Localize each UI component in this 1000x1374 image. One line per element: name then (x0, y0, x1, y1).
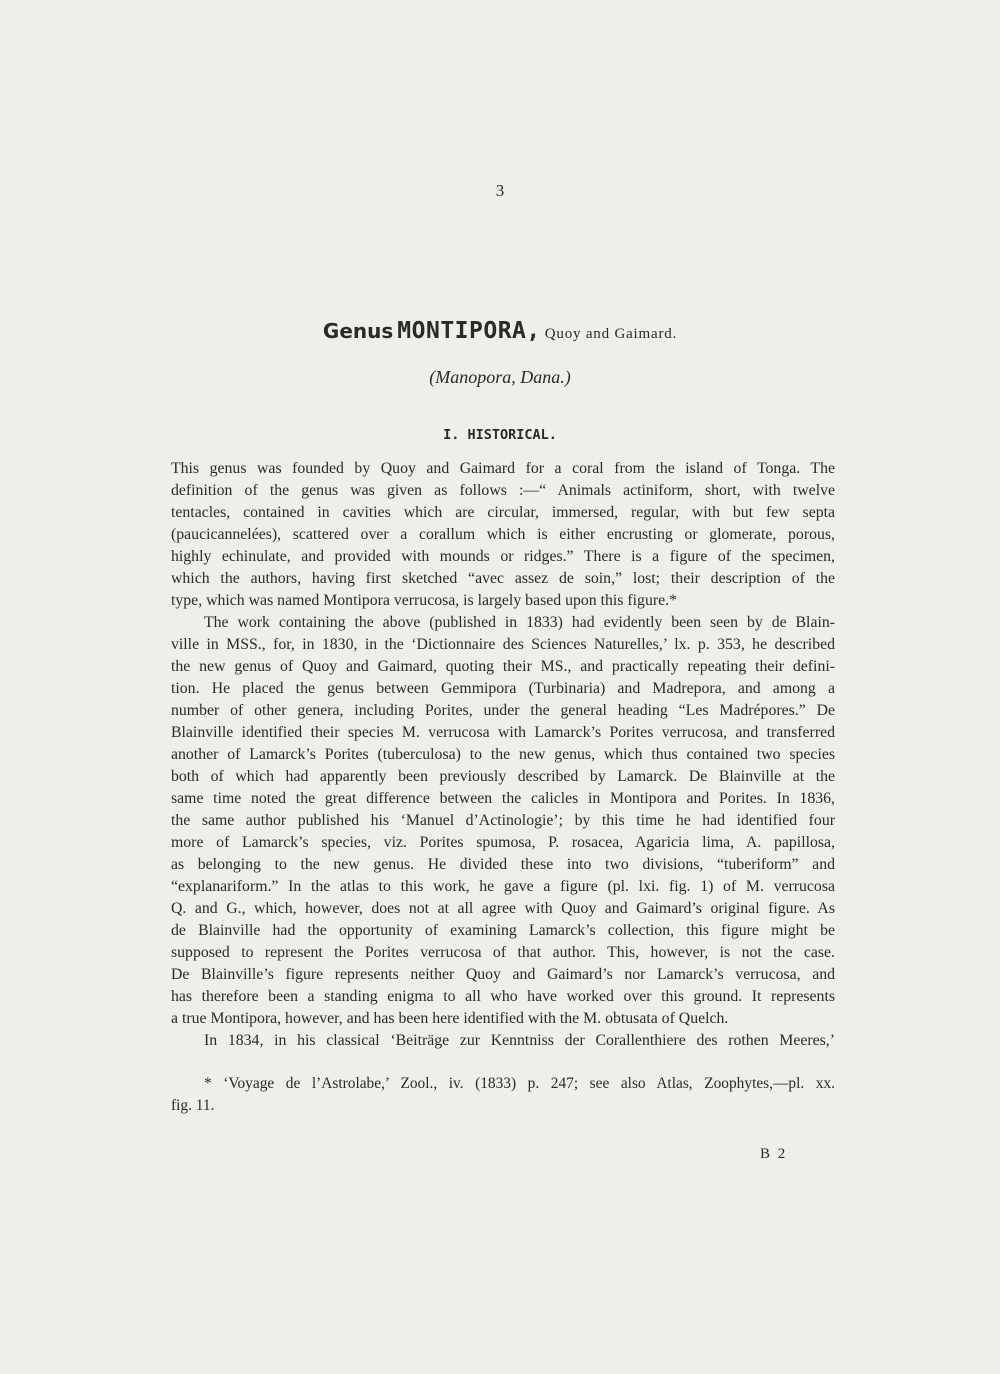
body-line: tion. He placed the genus between Gemmipora (Turbinaria) and Madrepora, and among a (171, 680, 835, 697)
genus-title (0, 318, 1000, 344)
body-line: same time noted the great difference between the calicles in Montipora and Porites. In 1836, (171, 790, 835, 807)
body-line: de Blainville had the opportunity of examining Lamarck’s collection, this figure might be (171, 922, 835, 939)
body-line: Q. and G., which, however, does not at all agree with Quoy and Gaimard’s original figure. As (171, 900, 835, 917)
genus-name: MONTIPORA, (397, 318, 541, 344)
body-line: another of Lamarck’s Porites (tuberculosa) to the new genus, which thus contained two species (171, 746, 835, 763)
body-line: definition of the genus was given as follows :—“ Animals actiniform, short, with twelve (171, 482, 835, 499)
body-line: The work containing the above (published in 1833) had evidently been seen by de Blain- (204, 614, 835, 631)
body-line: as belonging to the new genus. He divided these into two divisions, “tuberiform” and (171, 856, 835, 873)
section-heading: I. HISTORICAL. (443, 427, 557, 443)
page-number: 3 (495, 181, 505, 200)
body-line: (paucicannelées), scattered over a corallum which is either encrusting or glomerate, porous, (171, 526, 835, 543)
body-line: has therefore been a standing enigma to all who have worked over this ground. It represents (171, 988, 835, 1005)
body-line: which the authors, having first sketched “avec assez de soin,” lost; their description of the (171, 570, 835, 587)
body-line: more of Lamarck’s species, viz. Porites spumosa, P. rosacea, Agaricia lima, A. papillosa, (171, 834, 835, 851)
body-line: both of which had apparently been previously described by Lamarck. De Blainville at the (171, 768, 835, 785)
body-line: ville in MSS., for, in 1830, in the ‘Dictionnaire des Sciences Naturelles,’ lx. p. 353, he described (171, 636, 835, 653)
body-line: the new genus of Quoy and Gaimard, quoting their MS., and practically repeating their defini- (171, 658, 835, 675)
synonym-subtitle: (Manopora, Dana.) (429, 367, 571, 387)
signature-mark: B 2 (760, 1146, 788, 1162)
body-line: De Blainville’s figure represents neither Quoy and Gaimard’s nor Lamarck’s verrucosa, and (171, 966, 835, 983)
body-line: highly echinulate, and provided with mounds or ridges.” There is a figure of the specimen, (171, 548, 835, 565)
body-line: a true Montipora, however, and has been here identified with the M. obtusata of Quelch. (171, 1010, 729, 1027)
body-line: In 1834, in his classical ‘Beiträge zur Kenntniss der Corallenthiere des rothen Meeres,’ (204, 1032, 835, 1049)
genus-author: Quoy and Gaimard. (544, 326, 678, 342)
body-line: Blainville identified their species M. verrucosa with Lamarck’s Porites verrucosa, and transferred (171, 724, 835, 741)
body-line: number of other genera, including Porites, under the general heading “Les Madrépores.” De (171, 702, 835, 719)
body-line: This genus was founded by Quoy and Gaimard for a coral from the island of Tonga. The (171, 460, 835, 477)
body-line: the same author published his ‘Manuel d’Actinologie’; by this time he had identified four (171, 812, 835, 829)
body-line: tentacles, contained in cavities which are circular, immersed, regular, with but few septa (171, 504, 835, 521)
genus-word: Genus (322, 319, 394, 343)
footnote-line: * ‘Voyage de l’Astrolabe,’ Zool., iv. (1833) p. 247; see also Atlas, Zoophytes,—pl. xx. (204, 1075, 835, 1092)
body-line: “explanariform.” In the atlas to this work, he gave a figure (pl. lxi. fig. 1) of M. verrucosa (171, 878, 835, 895)
footnote-line: fig. 11. (171, 1097, 215, 1114)
body-line: supposed to represent the Porites verrucosa of that author. This, however, is not the case. (171, 944, 835, 961)
body-line: type, which was named Montipora verrucosa, is largely based upon this figure.* (171, 592, 677, 609)
